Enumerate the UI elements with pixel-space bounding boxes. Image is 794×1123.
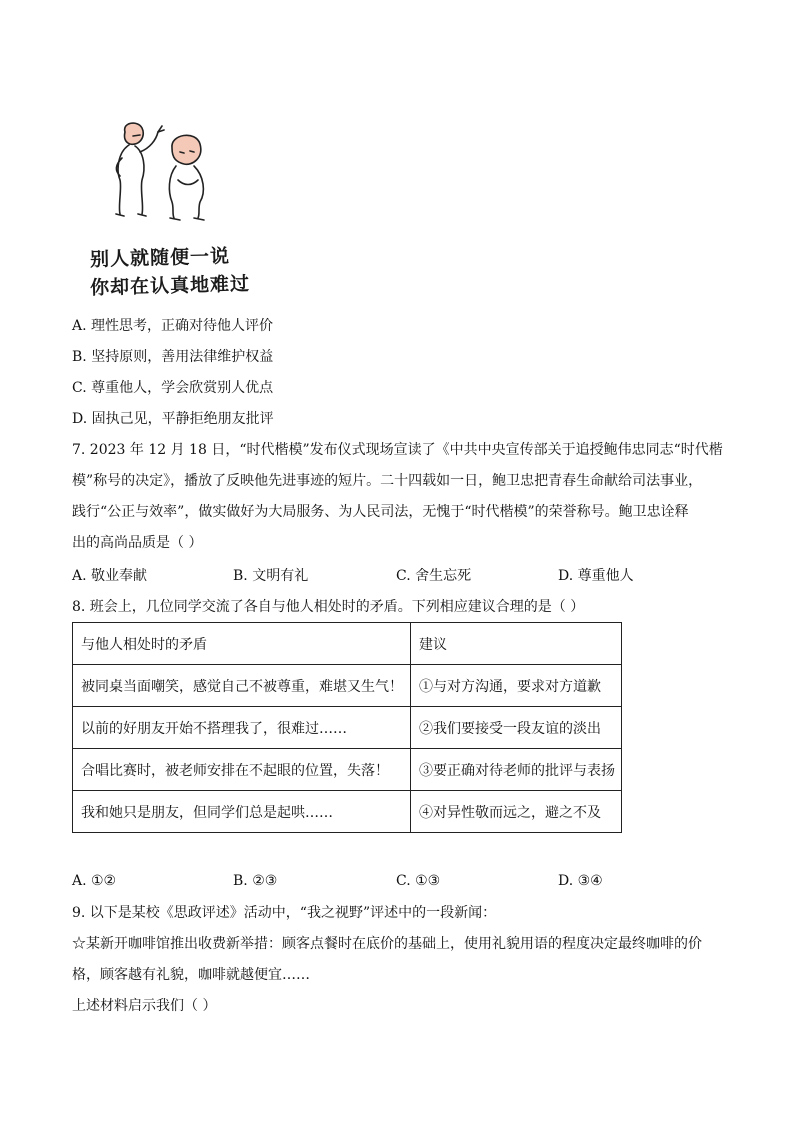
q6-option-c: C. 尊重他人，学会欣赏别人优点 [72, 380, 274, 396]
table-cell: 我和她只是朋友，但同学们总是起哄…… [73, 791, 411, 833]
q8-option-d: D. ③④ [558, 873, 603, 889]
q9-news-line: ☆某新开咖啡馆推出收费新举措：顾客点餐时在底价的基础上，使用礼貌用语的程度决定最终咖啡的价 [72, 936, 702, 952]
q7-stem-line: 7. 2023 年 12 月 18 日，“时代楷模”发布仪式现场宣读了《中共中央宣传部关于追授鲍伟忠同志“时代楷 [72, 442, 723, 458]
q8-option-a: A. ①② [72, 873, 117, 889]
table-row [73, 791, 622, 833]
cartoon-caption-line1: 别人就随便一说 [89, 245, 231, 271]
q7-option-d: D. 尊重他人 [558, 568, 634, 584]
table-cell: 被同桌当面嘲笑，感觉自己不被尊重，难堪又生气！ [73, 665, 411, 707]
q8-table [72, 622, 622, 833]
q6-option-b: B. 坚持原则，善用法律维护权益 [72, 349, 274, 365]
talking-figure [116, 123, 164, 216]
q6-option-d: D. 固执己见，平静拒绝朋友批评 [72, 411, 274, 427]
q8-option-c: C. ①③ [396, 873, 441, 889]
q9-stem: 9. 以下是某校《思政评述》活动中，“我之视野”评述中的一段新闻： [72, 905, 497, 921]
table-cell: ①与对方沟通，要求对方道歉 [411, 665, 622, 707]
q7-stem-line: 模”称号的决定》，播放了反映他先进事迹的短片。二十四载如一日，鲍卫忠把青春生命献给司法事业， [72, 473, 703, 489]
q9-prompt: 上述材料启示我们（ ） [72, 998, 217, 1014]
q7-option-a: A. 敬业奉献 [72, 568, 148, 584]
q9-news-line: 格，顾客越有礼貌，咖啡就越便宜…… [72, 967, 310, 983]
q8-stem: 8. 班会上，几位同学交流了各自与他人相处时的矛盾。下列相应建议合理的是（ ） [72, 599, 585, 615]
q6-option-a: A. 理性思考，正确对待他人评价 [72, 318, 274, 334]
table-cell: 以前的好朋友开始不搭理我了，很难过…… [73, 707, 411, 749]
table-cell: ②我们要接受一段友谊的淡出 [411, 707, 622, 749]
table-header-row [73, 623, 622, 665]
q7-stem-line: 出的高尚品质是（ ） [72, 535, 203, 551]
table-header-cell: 与他人相处时的矛盾 [73, 623, 411, 665]
table-header-cell: 建议 [411, 623, 622, 665]
q7-option-b: B. 文明有礼 [233, 568, 309, 584]
q7-option-c: C. 舍生忘死 [396, 568, 472, 584]
table-cell: 合唱比赛时，被老师安排在不起眼的位置，失落！ [73, 749, 411, 791]
table-row [73, 707, 622, 749]
sad-figure [169, 135, 204, 220]
q8-option-b: B. ②③ [233, 873, 278, 889]
cartoon-illustration [100, 118, 240, 228]
table-row [73, 749, 622, 791]
cartoon-caption-line2: 你却在认真地难过 [89, 272, 251, 300]
q7-stem-line: 践行“公正与效率”，做实做好为大局服务、为人民司法，无愧于“时代楷模”的荣誉称号。鲍卫忠诠释 [72, 504, 689, 520]
table-cell: ③要正确对待老师的批评与表扬 [411, 749, 622, 791]
table-cell: ④对异性敬而远之，避之不及 [411, 791, 622, 833]
table-row [73, 665, 622, 707]
